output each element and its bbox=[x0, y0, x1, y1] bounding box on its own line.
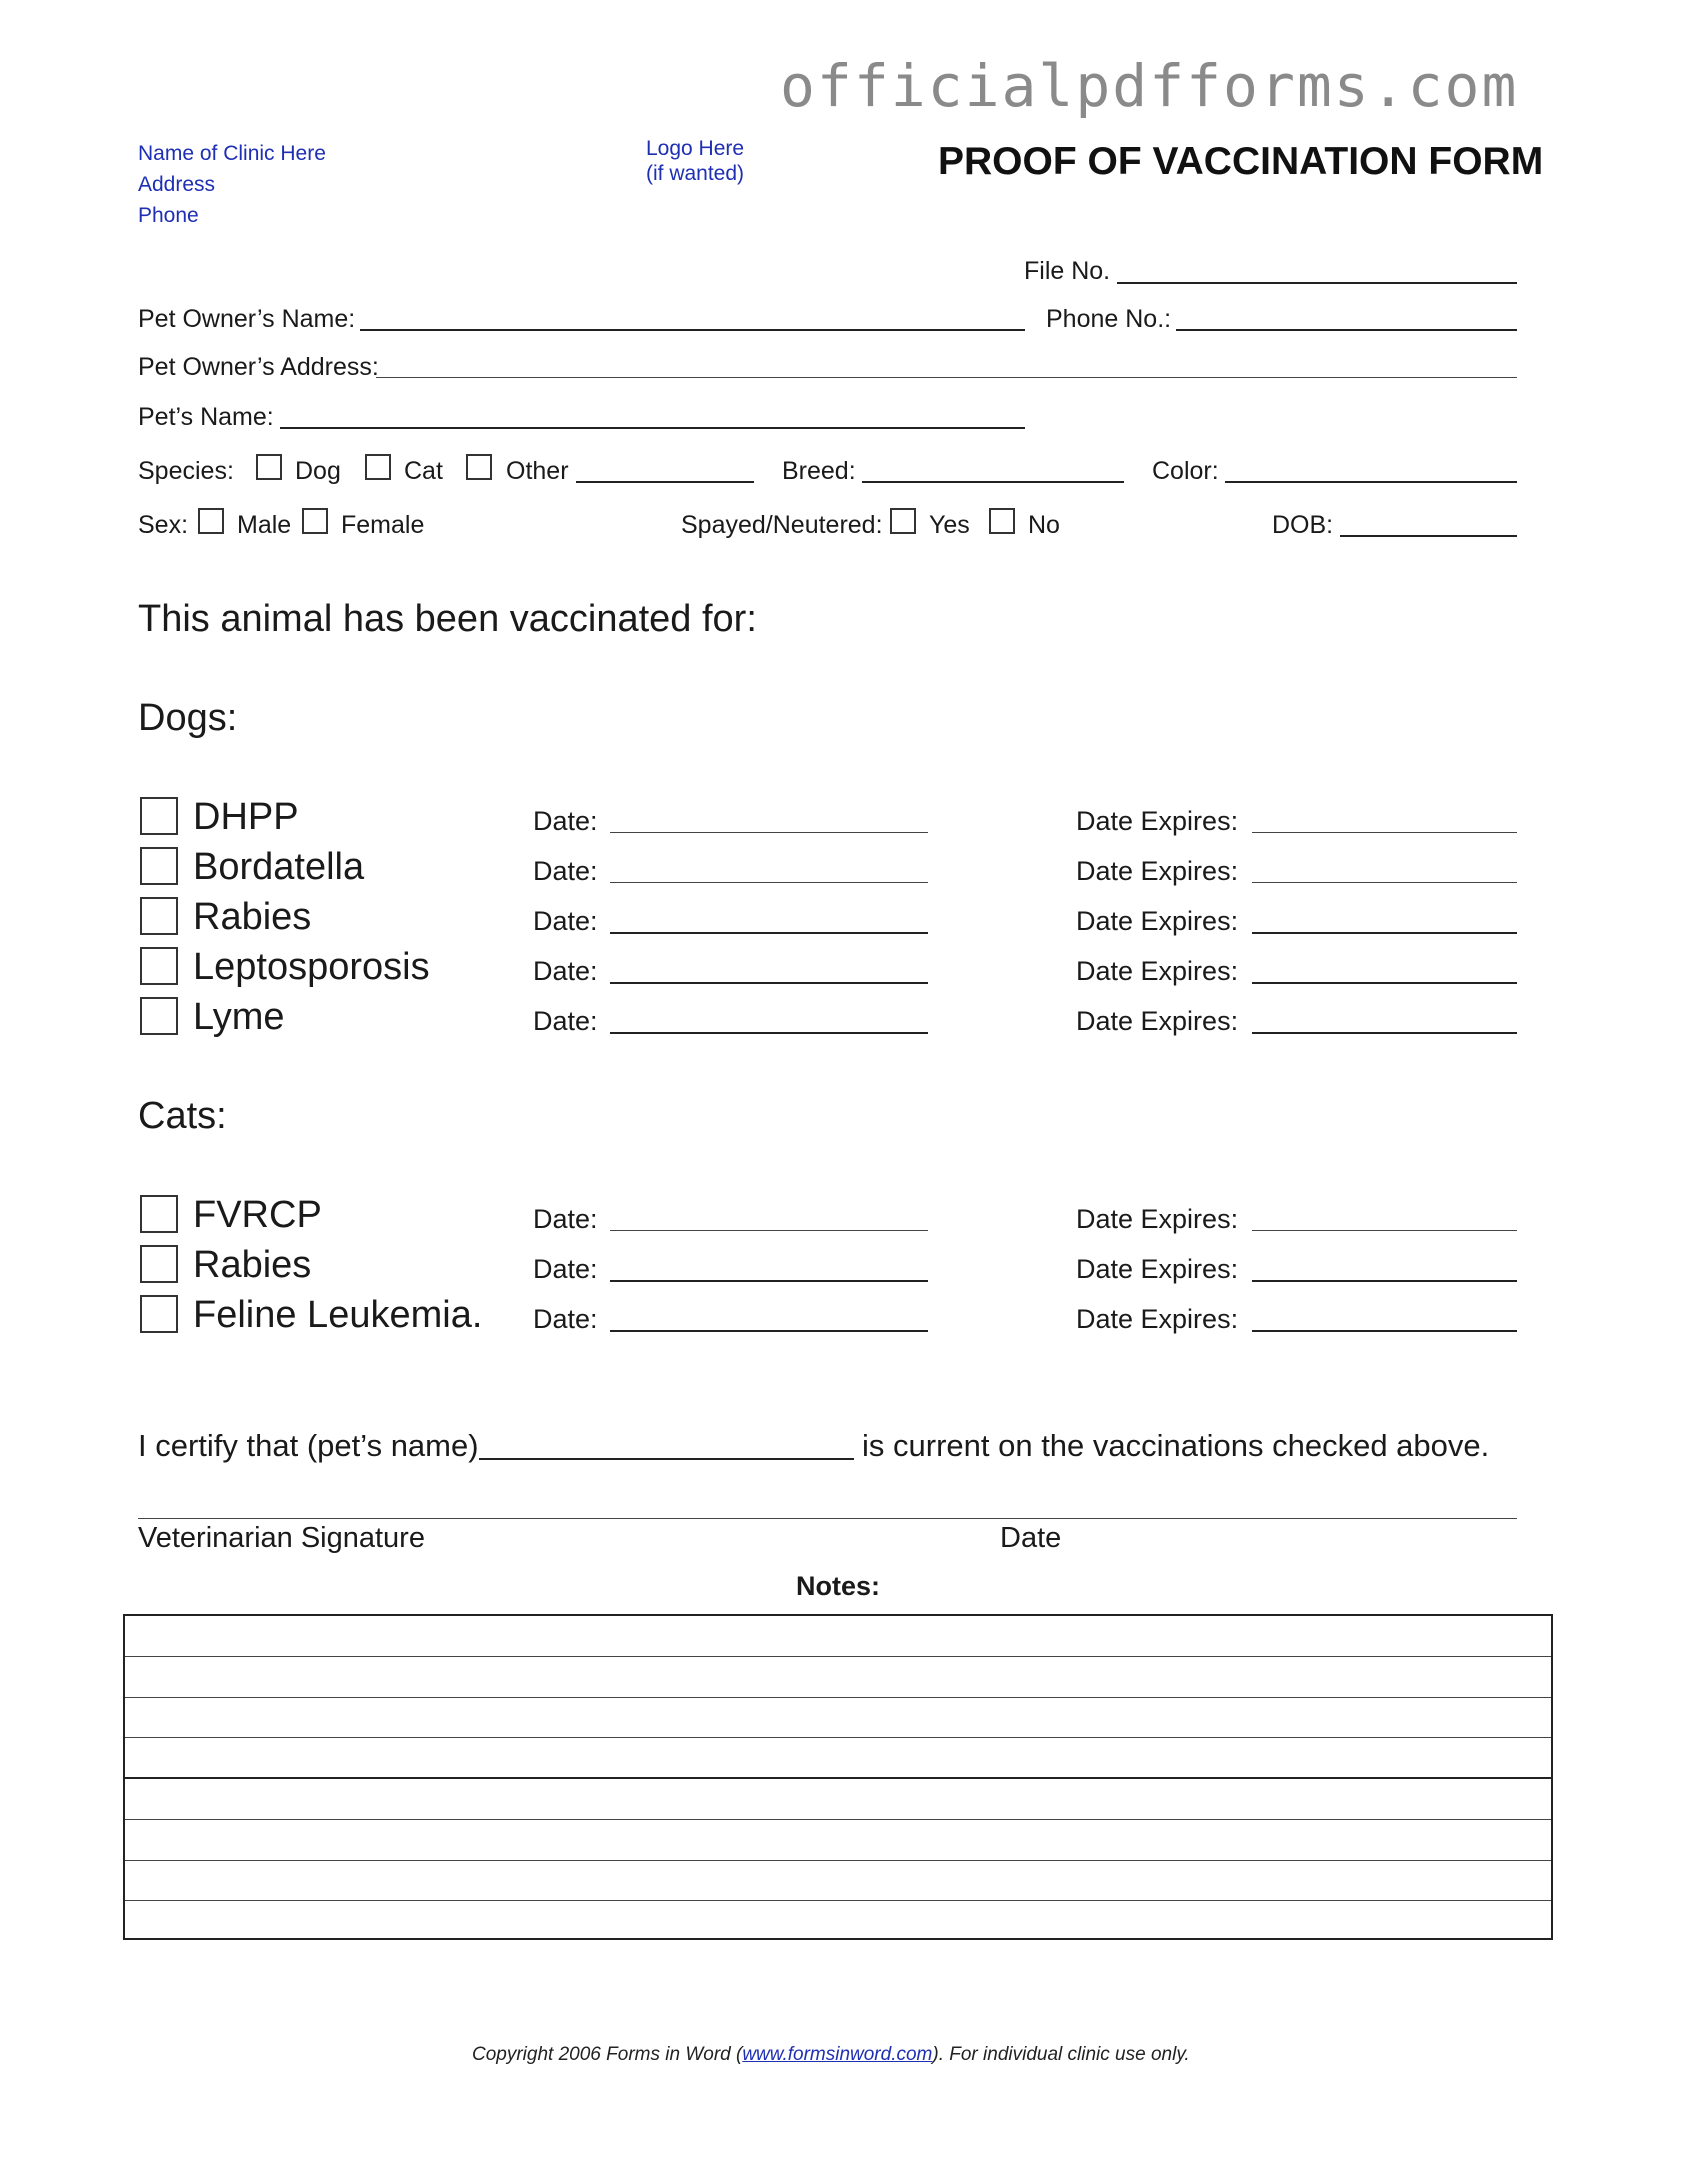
spayed-no-checkbox[interactable] bbox=[989, 508, 1015, 534]
owner-address-field[interactable] bbox=[376, 377, 1517, 378]
date-expires-label: Date Expires: bbox=[1076, 1204, 1239, 1234]
form-title: PROOF OF VACCINATION FORM bbox=[938, 140, 1544, 183]
notes-row[interactable] bbox=[125, 1820, 1551, 1861]
clinic-address: Address bbox=[138, 173, 216, 196]
species-other-label: Other bbox=[506, 457, 569, 485]
cats-heading: Cats: bbox=[138, 1095, 227, 1137]
vaccinated-heading: This animal has been vaccinated for: bbox=[138, 598, 757, 640]
date-expires-field[interactable] bbox=[1252, 982, 1517, 984]
clinic-name: Name of Clinic Here bbox=[138, 142, 326, 165]
vaccine-name: Feline Leukemia. bbox=[193, 1294, 483, 1336]
signature-label: Veterinarian Signature bbox=[138, 1522, 425, 1554]
breed-label: Breed: bbox=[782, 457, 856, 485]
spayed-no-label: No bbox=[1028, 511, 1060, 539]
date-expires-field[interactable] bbox=[1252, 1032, 1517, 1034]
lyme-checkbox[interactable] bbox=[140, 997, 178, 1035]
dhpp-checkbox[interactable] bbox=[140, 797, 178, 835]
species-dog-label: Dog bbox=[295, 457, 341, 485]
notes-row[interactable] bbox=[125, 1738, 1551, 1779]
date-expires-label: Date Expires: bbox=[1076, 906, 1239, 936]
notes-row[interactable] bbox=[125, 1698, 1551, 1739]
species-dog-checkbox[interactable] bbox=[256, 454, 282, 480]
species-cat-label: Cat bbox=[404, 457, 443, 485]
sex-male-checkbox[interactable] bbox=[198, 508, 224, 534]
logo-placeholder bbox=[646, 136, 744, 186]
owner-address-label: Pet Owner’s Address: bbox=[138, 353, 379, 381]
date-field[interactable] bbox=[610, 932, 928, 934]
date-expires-label: Date Expires: bbox=[1076, 1254, 1239, 1284]
spayed-label: Spayed/Neutered: bbox=[681, 511, 883, 539]
phone-no-field[interactable] bbox=[1176, 329, 1517, 331]
logo-line-1: Logo Here bbox=[646, 137, 745, 160]
owner-name-field[interactable] bbox=[360, 329, 1025, 331]
date-field[interactable] bbox=[610, 982, 928, 984]
sex-female-label: Female bbox=[341, 511, 425, 539]
date-label: Date: bbox=[533, 1204, 598, 1234]
date-expires-field[interactable] bbox=[1252, 1230, 1517, 1231]
vaccine-name: Rabies bbox=[193, 1244, 312, 1286]
notes-table[interactable] bbox=[123, 1614, 1553, 1940]
date-label: Date: bbox=[533, 906, 598, 936]
notes-row[interactable] bbox=[125, 1616, 1551, 1657]
sex-male-label: Male bbox=[237, 511, 292, 539]
owner-name-label: Pet Owner’s Name: bbox=[138, 305, 356, 333]
footer bbox=[472, 2044, 1190, 2066]
vaccine-name: DHPP bbox=[193, 796, 299, 838]
spayed-yes-checkbox[interactable] bbox=[890, 508, 916, 534]
signature-date-label: Date bbox=[1000, 1522, 1062, 1554]
pet-name-label: Pet’s Name: bbox=[138, 403, 274, 431]
pet-name-field[interactable] bbox=[280, 427, 1025, 429]
notes-row[interactable] bbox=[125, 1861, 1551, 1902]
vaccine-name: Leptosporosis bbox=[193, 946, 430, 988]
footer-link[interactable]: www.formsinword.com bbox=[742, 2044, 933, 2065]
signature-line[interactable] bbox=[138, 1518, 1517, 1519]
date-expires-field[interactable] bbox=[1252, 1330, 1517, 1332]
footer-prefix: Copyright 2006 Forms in Word ( bbox=[472, 2044, 743, 2065]
date-expires-field[interactable] bbox=[1252, 932, 1517, 934]
vaccine-name: Bordatella bbox=[193, 846, 365, 888]
fvrcp-checkbox[interactable] bbox=[140, 1195, 178, 1233]
spayed-yes-label: Yes bbox=[929, 511, 970, 539]
date-label: Date: bbox=[533, 956, 598, 986]
dogs-heading: Dogs: bbox=[138, 697, 238, 739]
dob-field[interactable] bbox=[1340, 535, 1517, 537]
species-other-checkbox[interactable] bbox=[466, 454, 492, 480]
breed-field[interactable] bbox=[862, 481, 1124, 483]
date-field[interactable] bbox=[610, 832, 928, 833]
sex-female-checkbox[interactable] bbox=[302, 508, 328, 534]
rabies-checkbox[interactable] bbox=[140, 897, 178, 935]
date-label: Date: bbox=[533, 1254, 598, 1284]
vaccine-name: Lyme bbox=[193, 996, 285, 1038]
notes-row[interactable] bbox=[125, 1901, 1551, 1942]
notes-heading: Notes: bbox=[796, 1571, 881, 1601]
vaccine-name: Rabies bbox=[193, 896, 312, 938]
date-expires-field[interactable] bbox=[1252, 882, 1517, 883]
date-field[interactable] bbox=[610, 1280, 928, 1282]
leptosporosis-checkbox[interactable] bbox=[140, 947, 178, 985]
date-field[interactable] bbox=[610, 882, 928, 883]
watermark: officialpdfforms.com bbox=[780, 52, 1519, 120]
date-expires-field[interactable] bbox=[1252, 832, 1517, 833]
certify-suffix: is current on the vaccinations checked above. bbox=[862, 1428, 1490, 1463]
date-field[interactable] bbox=[610, 1230, 928, 1231]
sex-label: Sex: bbox=[138, 511, 189, 539]
clinic-phone: Phone bbox=[138, 204, 199, 227]
clinic-info bbox=[138, 138, 326, 231]
dob-label: DOB: bbox=[1272, 511, 1334, 539]
date-field[interactable] bbox=[610, 1032, 928, 1034]
bordatella-checkbox[interactable] bbox=[140, 847, 178, 885]
date-label: Date: bbox=[533, 1304, 598, 1334]
date-label: Date: bbox=[533, 1006, 598, 1036]
date-field[interactable] bbox=[610, 1330, 928, 1332]
date-expires-label: Date Expires: bbox=[1076, 856, 1239, 886]
logo-line-2: (if wanted) bbox=[646, 162, 745, 185]
date-expires-label: Date Expires: bbox=[1076, 956, 1239, 986]
species-other-field[interactable] bbox=[576, 481, 754, 483]
color-label: Color: bbox=[1152, 457, 1219, 485]
footer-suffix: ). For individual clinic use only. bbox=[932, 2044, 1190, 2065]
phone-no-label: Phone No.: bbox=[1046, 305, 1172, 333]
color-field[interactable] bbox=[1225, 481, 1517, 483]
vaccine-name: FVRCP bbox=[193, 1194, 322, 1236]
date-expires-field[interactable] bbox=[1252, 1280, 1517, 1282]
file-no-label: File No. bbox=[1024, 257, 1111, 285]
species-label: Species: bbox=[138, 457, 234, 485]
notes-row[interactable] bbox=[125, 1779, 1551, 1820]
date-label: Date: bbox=[533, 806, 598, 836]
certify-pet-name-field[interactable] bbox=[479, 1458, 854, 1460]
notes-row[interactable] bbox=[125, 1657, 1551, 1698]
cat-rabies-checkbox[interactable] bbox=[140, 1245, 178, 1283]
date-expires-label: Date Expires: bbox=[1076, 1304, 1239, 1334]
date-expires-label: Date Expires: bbox=[1076, 1006, 1239, 1036]
species-cat-checkbox[interactable] bbox=[365, 454, 391, 480]
date-expires-label: Date Expires: bbox=[1076, 806, 1239, 836]
feline-leukemia-checkbox[interactable] bbox=[140, 1295, 178, 1333]
date-label: Date: bbox=[533, 856, 598, 886]
certify-prefix: I certify that (pet’s name) bbox=[138, 1428, 479, 1463]
file-no-field[interactable] bbox=[1117, 282, 1517, 284]
